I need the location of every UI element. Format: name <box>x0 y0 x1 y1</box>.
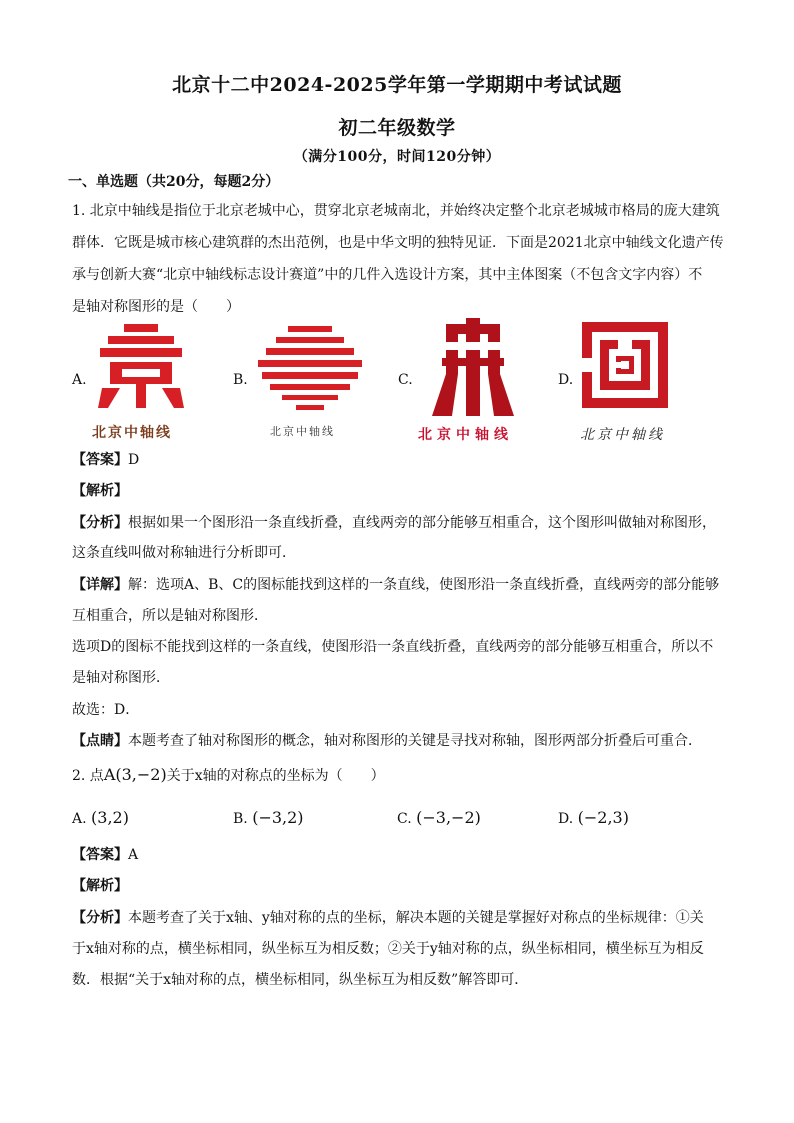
option-d-caption: 北京中轴线 <box>580 427 665 443</box>
answer-tag: 【答案】 <box>72 847 128 863</box>
q2-choice-b <box>233 808 304 827</box>
q2-prefix: 2. 点 <box>72 768 104 784</box>
q1-detail-line: 选项D的图标不能找到这样的一条直线，使图形沿一条直线折叠，直线两旁的部分能够互相重合，所以不 <box>72 639 714 655</box>
fenxi-tag: 【分析】 <box>72 910 128 926</box>
q2-choice-d <box>558 808 629 827</box>
q2-choice-c <box>397 808 481 827</box>
q1-fenxi-cont: 这条直线叫做对称轴进行分析即可． <box>72 545 296 561</box>
answer-value: A <box>128 847 139 863</box>
q2-answer <box>72 845 732 865</box>
section-heading: 一、单选题（共20分，每题2分） <box>68 174 280 190</box>
option-c-caption: 北京中轴线 <box>418 427 513 443</box>
q2-point: A(3,−2) <box>103 765 167 784</box>
q1-detail <box>72 575 732 595</box>
exam-title: 北京十二中2024-2025学年第一学期期中考试试题 <box>172 74 622 96</box>
q2-analysis-tag: 【解析】 <box>72 878 128 894</box>
dianjing-text: 本题考查了轴对称图形的概念，轴对称图形的关键是寻找对称轴，图形两部分折叠后可重合． <box>128 733 702 749</box>
q2-fenxi-line: 于x轴对称的点，横坐标相同，纵坐标互为相反数；②关于y轴对称的点，纵坐标相同，横坐标互为相反 <box>72 941 704 957</box>
q1-stem-line: 承与创新大赛“北京中轴线标志设计赛道”中的几件入选设计方案，其中主体图案（不包含文字内容）不 <box>72 267 703 283</box>
q1-detail-line: 是轴对称图形． <box>72 670 170 686</box>
q1-stem-line: 群体．它既是城市核心建筑群的杰出范例，也是中华文明的独特见证．下面是2021北京中轴线文化遗产传 <box>72 235 724 251</box>
q1-fenxi <box>72 513 732 533</box>
choice-label: C. <box>397 811 412 827</box>
option-a-caption: 北京中轴线 <box>92 425 172 441</box>
option-b-logo <box>258 326 362 412</box>
q1-answer <box>72 450 732 470</box>
exam-info: （满分100分，时间120分钟） <box>293 149 501 165</box>
choice-label: A. <box>72 811 87 827</box>
fenxi-text: 本题考查了关于x轴、y轴对称的点的坐标，解决本题的关键是掌握好对称点的坐标规律：①关 <box>128 910 704 926</box>
q1-detail-line: 互相重合，所以是轴对称图形． <box>72 608 268 624</box>
dianjing-tag: 【点睛】 <box>72 733 128 749</box>
choice-value: (−3,2) <box>252 808 304 827</box>
choice-value: (3,2) <box>91 808 129 827</box>
fenxi-tag: 【分析】 <box>72 515 128 531</box>
q1-option-c-label: C. <box>398 372 413 388</box>
option-a-logo <box>96 322 186 412</box>
q2-fenxi-line: 数．根据“关于x轴对称的点，横坐标相同，纵坐标互为相反数”解答即可． <box>72 972 529 988</box>
q2-stem <box>72 765 732 786</box>
q1-detail-line: 故选：D． <box>72 702 140 718</box>
choice-value: (−3,−2) <box>416 808 481 827</box>
q1-option-b-label: B. <box>233 372 248 388</box>
detail-tag: 【详解】 <box>72 577 128 593</box>
option-c-logo <box>428 318 518 416</box>
q2-suffix: 关于x轴的对称点的坐标为（ ） <box>166 768 385 784</box>
choice-value: (−2,3) <box>577 808 629 827</box>
fenxi-text: 根据如果一个图形沿一条直线折叠，直线两旁的部分能够互相重合，这个图形叫做轴对称图形， <box>128 515 716 531</box>
exam-subtitle: 初二年级数学 <box>338 117 456 139</box>
q1-stem-line: 1. 北京中轴线是指位于北京老城中心，贯穿北京老城南北，并始终决定整个北京老城城市格局的庞大建筑 <box>72 203 720 219</box>
option-d-logo <box>582 322 668 408</box>
answer-value: D <box>128 452 140 468</box>
q1-option-a-label: A. <box>72 372 87 388</box>
q1-option-d-label: D. <box>558 372 574 388</box>
q2-choice-a <box>72 808 129 827</box>
q1-dianjing <box>72 731 732 751</box>
q2-fenxi <box>72 908 732 928</box>
q1-analysis-tag: 【解析】 <box>72 483 128 499</box>
choice-label: D. <box>558 811 574 827</box>
detail-text: 解：选项A、B、C的图标能找到这样的一条直线，使图形沿一条直线折叠，直线两旁的部分能够 <box>128 577 720 593</box>
answer-tag: 【答案】 <box>72 452 128 468</box>
choice-label: B. <box>233 811 248 827</box>
q1-stem-line: 是轴对称图形的是（ ） <box>72 299 240 315</box>
option-b-caption: 北京中轴线 <box>270 425 335 438</box>
